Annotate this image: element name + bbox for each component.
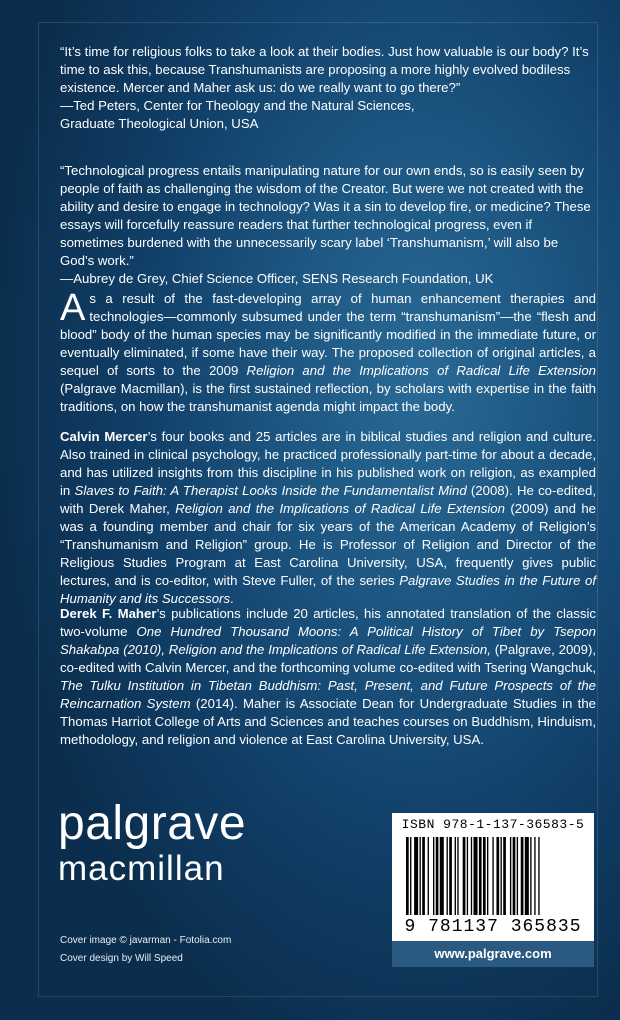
quote-1-text: “It’s time for religious folks to take a look at their bodies. Just how valuable is our body? It’s time to ask this, because Transhumanists are proposing a more highly evolved bodiless existence. Mercer and Maher ask us: do we really want to go there?” [60, 44, 589, 95]
summary-title-1: Religion and the Implications of Radical Life Extension [246, 363, 596, 378]
quote-2-text: “Technological progress entails manipulating nature for our own ends, so is easily seen by people of faith as challenging the wisdom of the Creator. But were we not created with the ability and desire to engage in technology? Was it a sin to develop fire, or medicine? These essays will forcefully reassure readers that further technological progress, even if sometimes burdened with the unnecessarily scary label ‘Transhumanism,’ will also be God’s work.” [60, 163, 591, 268]
mercer-text-3: (2009) and he was a founding member and chair for six years of the American Academy of Religion’s “Transhumanism and Religion” group. He is Professor of Religion and Director of the Religious Studies Program at East Carolina University, USA, frequently gives public lectures, and is co-editor, with Steve Fuller, of the series [60, 501, 596, 588]
isbn-barcode [392, 813, 594, 941]
drop-cap: A [60, 287, 86, 329]
cover-image-credit: Cover image © javarman - Fotolia.com [60, 935, 232, 946]
barcode-bars [406, 837, 582, 915]
mercer-text-1: ’s four books and 25 articles are in biblical studies and religion and culture. Also trained in clinical psychology, he practiced professionally part-time for about a decade, and has utilized insights from this discipline in his published work on religion, as exampled in [60, 429, 597, 498]
maher-title-1: One Hundred Thousand Moons: A Political History of Tibet by Tsepon Shakabpa (2010), Religion and the Implications of Radical Life Extension, [60, 624, 596, 657]
quote-1-attribution-line-2: Graduate Theological Union, USA [60, 116, 259, 131]
endorsement-quote-1 [60, 43, 596, 133]
maher-bio [60, 605, 596, 749]
publisher-logo-line-1: palgrave [58, 797, 247, 850]
mercer-bio [60, 428, 596, 608]
quote-1-attribution-line-1: —Ted Peters, Center for Theology and the Natural Sciences, [60, 98, 415, 113]
mercer-text-4: . [230, 591, 234, 606]
cover-credits [60, 932, 231, 968]
cover-design-credit: Cover design by Will Speed [60, 953, 183, 964]
publisher-logo-line-2: macmillan [58, 849, 225, 888]
summary-text-1: s a result of the fast-developing array of human enhancement therapies and technologies—commonly subsumed under the term “transhumanism”—the “flesh and blood” body of the human species may be significantly modified in the immediate future, or eventually eliminated, if some have their way. The proposed collection of original articles, a sequel of sorts to the 2009 [60, 291, 596, 378]
mercer-paragraph [60, 428, 596, 608]
publisher-logo [58, 797, 247, 888]
mercer-title-3: Palgrave Studies in the Future of Humanity and its Successors [60, 573, 597, 606]
summary-paragraph [60, 287, 596, 416]
summary-text-2: (Palgrave Macmillan), is the first sustained reflection, by scholars with expertise in the faith traditions, on how the transhumanist agenda might impact the body. [60, 381, 596, 414]
mercer-text-2: (2008). He co-edited, with Derek Maher, [60, 483, 596, 516]
mercer-name: Calvin Mercer [60, 429, 148, 444]
quote-2-attribution: —Aubrey de Grey, Chief Science Officer, SENS Research Foundation, UK [60, 271, 494, 286]
mercer-title-1: Slaves to Faith: A Therapist Looks Inside the Fundamentalist Mind [74, 483, 467, 498]
endorsement-quote-2 [60, 162, 596, 288]
maher-title-2: The Tulku Institution in Tibetan Buddhism: Past, Present, and Future Prospects of the Reincarnation System [60, 678, 596, 711]
maher-text-1: ’s publications include 20 articles, his annotated translation of the classic two-volume [60, 606, 596, 639]
maher-text-3: (2014). Maher is Associate Dean for Undergraduate Studies in the Thomas Harriot College of Arts and Sciences and teaches courses on Buddhism, Hinduism, methodology, and religion and violence at East Carolina University, USA. [60, 696, 596, 747]
barcode-digits: 9 781137 365835 [404, 917, 582, 937]
maher-name: Derek F. Maher [60, 606, 157, 621]
book-summary [60, 287, 596, 416]
maher-paragraph [60, 605, 596, 749]
maher-text-2: (Palgrave, 2009), co-edited with Calvin Mercer, and the forthcoming volume co-edited with Tsering Wangchuk, [60, 642, 597, 675]
publisher-website: www.palgrave.com [392, 941, 594, 967]
isbn-label: ISBN 978-1-137-36583-5 [401, 817, 585, 832]
mercer-title-2: Religion and the Implications of Radical Life Extension [175, 501, 505, 516]
